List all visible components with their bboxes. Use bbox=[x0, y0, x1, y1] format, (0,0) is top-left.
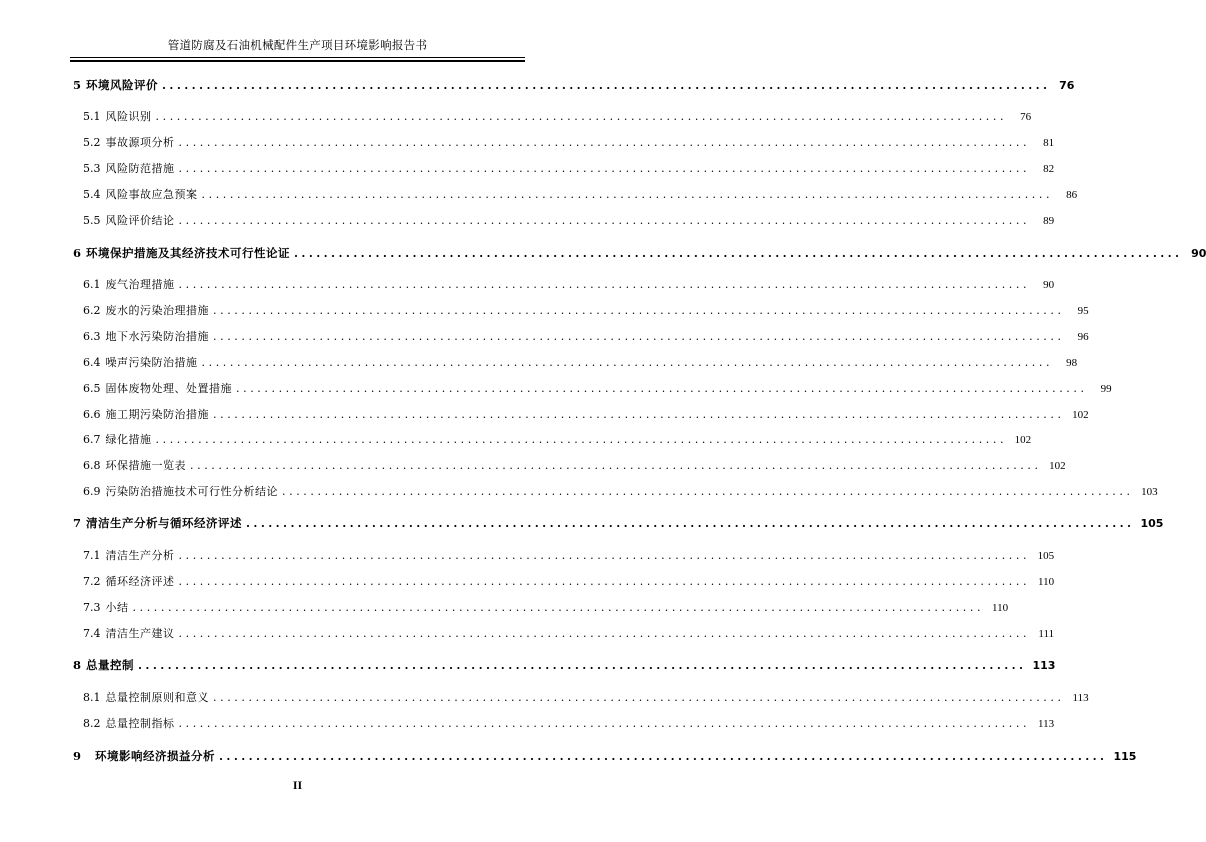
toc-leader-dots: ........................................................................................................................ bbox=[162, 78, 1051, 92]
toc-entry-title: 清洁生产建议 bbox=[105, 627, 175, 640]
toc-section-entry[interactable] bbox=[83, 599, 1009, 615]
toc-entry-number: 5.4 bbox=[83, 188, 101, 201]
toc-entry-number: 7.4 bbox=[83, 627, 101, 640]
toc-page-number: 90 bbox=[1043, 279, 1055, 291]
toc-entry-title: 清洁生产分析与循环经济评述 bbox=[86, 516, 243, 530]
toc-entry-number: 8.1 bbox=[83, 691, 101, 704]
toc-leader-dots: ........................................................................................................................ bbox=[219, 749, 1108, 763]
toc-page-number: 90 bbox=[1191, 247, 1206, 260]
toc-entry-number: 7.1 bbox=[83, 549, 101, 562]
toc-entry-title: 环境风险评价 bbox=[86, 78, 159, 92]
toc-entry-title: 总量控制 bbox=[86, 658, 135, 672]
toc-leader-dots: ........................................................................................................................ bbox=[201, 356, 1054, 369]
toc-entry-title: 风险事故应急预案 bbox=[105, 188, 198, 201]
toc-entry-title: 地下水污染防治措施 bbox=[105, 330, 209, 343]
toc-chapter-entry[interactable] bbox=[73, 515, 1164, 531]
toc-entry-number: 7 bbox=[73, 516, 82, 530]
toc-page-number: 113 bbox=[1072, 692, 1089, 704]
toc-leader-dots: ........................................................................................................................ bbox=[178, 278, 1031, 291]
toc-entry-title: 风险防范措施 bbox=[105, 162, 175, 175]
toc-entry-title: 环境影响经济损益分析 bbox=[95, 749, 216, 763]
toc-section-entry[interactable] bbox=[83, 689, 1089, 705]
toc-entry-title: 事故源项分析 bbox=[105, 136, 175, 149]
toc-leader-dots: ........................................................................................................................ bbox=[178, 162, 1031, 175]
toc-entry-number: 5 bbox=[73, 78, 82, 92]
page-number: II bbox=[292, 778, 303, 792]
toc-entry-number: 6.9 bbox=[83, 485, 101, 498]
toc-page-number: 103 bbox=[1141, 486, 1158, 498]
toc-section-entry[interactable] bbox=[83, 573, 1055, 589]
toc-entry-title: 循环经济评述 bbox=[105, 575, 175, 588]
toc-page-number: 110 bbox=[992, 602, 1009, 614]
toc-leader-dots: ........................................................................................................................ bbox=[190, 459, 1042, 472]
toc-section-entry[interactable] bbox=[83, 380, 1112, 396]
toc-section-entry[interactable] bbox=[83, 625, 1055, 641]
toc-entry-title: 环境保护措施及其经济技术可行性论证 bbox=[86, 246, 291, 260]
toc-entry-number: 9 bbox=[73, 749, 82, 763]
toc-leader-dots: ........................................................................................................................ bbox=[178, 136, 1031, 149]
toc-leader-dots: ........................................................................................................................ bbox=[178, 627, 1031, 640]
toc-page-number: 102 bbox=[1014, 434, 1032, 446]
toc-entry-number: 6.8 bbox=[83, 459, 101, 472]
toc-leader-dots: ........................................................................................................................ bbox=[213, 330, 1065, 343]
toc-section-entry[interactable] bbox=[83, 715, 1055, 731]
toc-leader-dots: ........................................................................................................................ bbox=[178, 549, 1031, 562]
toc-entry-number: 5.2 bbox=[83, 136, 101, 149]
toc-leader-dots: ........................................................................................................................ bbox=[178, 717, 1031, 730]
toc-page-number: 98 bbox=[1066, 357, 1078, 369]
toc-entry-title: 绿化措施 bbox=[105, 433, 152, 446]
toc-entry-number: 8 bbox=[73, 658, 82, 672]
header-title: 管道防腐及石油机械配件生产项目环境影响报告书 bbox=[167, 38, 428, 52]
toc-page-number: 102 bbox=[1049, 460, 1066, 472]
toc-leader-dots: ........................................................................................................................ bbox=[213, 408, 1065, 421]
toc-entry-title: 固体废物处理、处置措施 bbox=[105, 382, 232, 395]
toc-entry-title: 风险识别 bbox=[105, 110, 152, 123]
toc-leader-dots: ........................................................................................................................ bbox=[282, 485, 1134, 498]
toc-section-entry[interactable] bbox=[83, 134, 1055, 150]
toc-page-number: 95 bbox=[1077, 305, 1089, 317]
toc-section-entry[interactable] bbox=[83, 354, 1078, 370]
toc-entry-title: 废气治理措施 bbox=[105, 278, 175, 291]
toc-entry-title: 总量控制原则和意义 bbox=[105, 691, 209, 704]
toc-page-number: 99 bbox=[1100, 383, 1112, 395]
toc-entry-title: 污染防治措施技术可行性分析结论 bbox=[105, 485, 278, 498]
toc-page-number: 76 bbox=[1059, 79, 1075, 92]
toc-section-entry[interactable] bbox=[83, 212, 1055, 228]
toc-section-entry[interactable] bbox=[83, 431, 1032, 447]
toc-leader-dots: ........................................................................................................................ bbox=[138, 658, 1027, 672]
toc-entry-title: 施工期污染防治措施 bbox=[105, 408, 209, 421]
toc-page-number: 105 bbox=[1140, 517, 1164, 530]
toc-leader-dots: ........................................................................................................................ bbox=[178, 575, 1031, 588]
toc-entry-number: 5.1 bbox=[83, 110, 101, 123]
toc-page-number: 105 bbox=[1037, 550, 1055, 562]
toc-entry-number: 5.3 bbox=[83, 162, 101, 175]
toc-section-entry[interactable] bbox=[83, 276, 1055, 292]
toc-leader-dots: ........................................................................................................................ bbox=[155, 110, 1008, 123]
toc-entry-number: 6.7 bbox=[83, 433, 101, 446]
toc-chapter-entry[interactable] bbox=[73, 748, 1137, 764]
toc-section-entry[interactable] bbox=[83, 547, 1055, 563]
toc-leader-dots: ........................................................................................................................ bbox=[246, 516, 1135, 530]
toc-section-entry[interactable] bbox=[83, 302, 1089, 318]
toc-entry-number: 6.5 bbox=[83, 382, 101, 395]
toc-section-entry[interactable] bbox=[83, 108, 1032, 124]
toc-entry-number: 5.5 bbox=[83, 214, 101, 227]
toc-page-number: 110 bbox=[1038, 576, 1055, 588]
toc-leader-dots: ........................................................................................................................ bbox=[294, 246, 1183, 260]
toc-chapter-entry[interactable] bbox=[73, 245, 1206, 261]
toc-entry-title: 废水的污染治理措施 bbox=[105, 304, 209, 317]
toc-entry-number: 6 bbox=[73, 246, 82, 260]
toc-leader-dots: ........................................................................................................................ bbox=[132, 601, 985, 614]
toc-entry-number: 6.6 bbox=[83, 408, 101, 421]
toc-entry-number: 7.2 bbox=[83, 575, 101, 588]
toc-entry-number: 6.4 bbox=[83, 356, 101, 369]
toc-entry-title: 清洁生产分析 bbox=[105, 549, 175, 562]
toc-page-number: 76 bbox=[1020, 111, 1032, 123]
toc-page-number: 82 bbox=[1043, 163, 1055, 175]
toc-leader-dots: ........................................................................................................................ bbox=[213, 304, 1065, 317]
toc-chapter-entry[interactable] bbox=[73, 77, 1075, 93]
toc-entry-number: 6.2 bbox=[83, 304, 101, 317]
toc-page-number: 113 bbox=[1032, 659, 1056, 672]
toc-entry-number: 7.3 bbox=[83, 601, 101, 614]
toc-page-number: 89 bbox=[1043, 215, 1055, 227]
toc-entry-number: 6.1 bbox=[83, 278, 101, 291]
toc-page-number: 86 bbox=[1066, 189, 1078, 201]
toc-section-entry[interactable] bbox=[83, 406, 1089, 422]
toc-leader-dots: ........................................................................................................................ bbox=[155, 433, 1008, 446]
toc-section-entry[interactable] bbox=[83, 457, 1066, 473]
toc-section-entry[interactable] bbox=[83, 483, 1158, 499]
toc-entry-title: 环保措施一览表 bbox=[105, 459, 186, 472]
toc-page-number: 115 bbox=[1113, 750, 1137, 763]
toc-section-entry[interactable] bbox=[83, 160, 1055, 176]
toc-entry-title: 小结 bbox=[105, 601, 129, 614]
toc-chapter-entry[interactable] bbox=[73, 657, 1056, 673]
toc-page-number: 113 bbox=[1038, 718, 1055, 730]
toc-entry-number: 6.3 bbox=[83, 330, 101, 343]
toc-leader-dots: ........................................................................................................................ bbox=[236, 382, 1088, 395]
toc-page-number: 96 bbox=[1077, 331, 1089, 343]
toc-leader-dots: ........................................................................................................................ bbox=[201, 188, 1054, 201]
toc-page-number: 111 bbox=[1038, 628, 1055, 640]
toc-leader-dots: ........................................................................................................................ bbox=[213, 691, 1065, 704]
toc-entry-title: 风险评价结论 bbox=[105, 214, 175, 227]
toc-section-entry[interactable] bbox=[83, 328, 1089, 344]
toc-leader-dots: ........................................................................................................................ bbox=[178, 214, 1031, 227]
toc-page-number: 81 bbox=[1043, 137, 1055, 149]
toc-entry-title: 噪声污染防治措施 bbox=[105, 356, 198, 369]
toc-page-number: 102 bbox=[1072, 409, 1089, 421]
toc-entry-title: 总量控制指标 bbox=[105, 717, 175, 730]
toc-section-entry[interactable] bbox=[83, 186, 1078, 202]
toc-entry-number: 8.2 bbox=[83, 717, 101, 730]
